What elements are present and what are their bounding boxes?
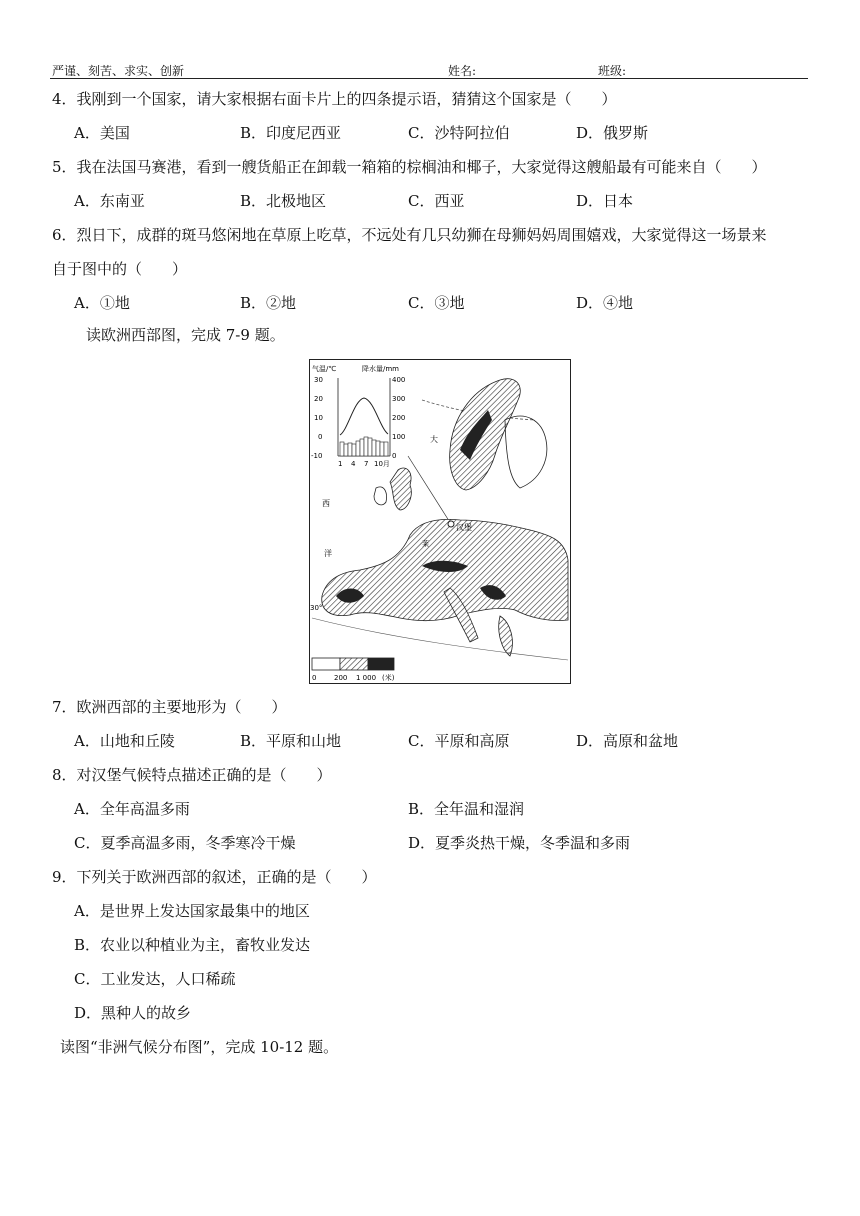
name-label: 姓名: xyxy=(448,64,477,78)
q4-option-b: B．印度尼西亚 xyxy=(240,124,342,142)
q6-option-a: A．①地 xyxy=(74,294,130,312)
question-6-stem-line1: 6．烈日下，成群的斑马悠闲地在草原上吃草，不远处有几只幼狮在母狮妈妈周围嬉戏，大家觉得这一场景来 xyxy=(52,226,767,244)
q8-option-b: B．全年温和湿润 xyxy=(408,800,525,818)
map-label-xi: 西 xyxy=(322,499,330,508)
month-tick-1: 1 xyxy=(338,460,343,468)
temp-tick-30: 30 xyxy=(314,376,323,384)
scandinavia-landmass xyxy=(450,379,521,490)
hamburg-marker xyxy=(448,521,454,527)
q8-option-c: C．夏季高温多雨，冬季寒冷干燥 xyxy=(74,834,296,852)
school-motto: 严谨、刻苦、求实、创新 xyxy=(52,64,185,78)
temp-tick-minus10: -10 xyxy=(311,452,323,460)
q4-option-c: C．沙特阿拉伯 xyxy=(408,124,510,142)
q5-option-b: B．北极地区 xyxy=(240,192,327,210)
q5-option-c: C．西亚 xyxy=(408,192,465,210)
temp-tick-0: 0 xyxy=(318,433,323,441)
question-7-stem: 7．欧洲西部的主要地形为（ ） xyxy=(52,698,287,716)
legend-tick-0: 0 xyxy=(312,674,317,682)
hamburg-label: 汉堡 xyxy=(456,523,472,532)
precip-tick-400: 400 xyxy=(392,376,406,384)
q8-option-a: A．全年高温多雨 xyxy=(74,800,190,818)
map-label-lai: 莱 xyxy=(422,540,429,548)
question-5-stem: 5．我在法国马赛港，看到一艘货船正在卸载一箱箱的棕榈油和椰子，大家觉得这艘船最有可能来自（ ） xyxy=(52,158,767,176)
temp-tick-10: 10 xyxy=(314,414,323,422)
page-header xyxy=(50,60,808,79)
q6-option-b: B．②地 xyxy=(240,294,297,312)
temp-tick-20: 20 xyxy=(314,395,323,403)
western-europe-map xyxy=(309,359,571,684)
q5-option-d: D．日本 xyxy=(576,192,634,210)
intro-questions-10-12: 读图“非洲气候分布图”，完成 10-12 题。 xyxy=(60,1038,339,1056)
hamburg-climate-chart xyxy=(311,364,405,468)
question-4-stem: 4．我刚到一个国家，请大家根据右面卡片上的四条提示语，猜猜这个国家是（ ） xyxy=(52,90,617,108)
q9-option-b: B．农业以种植业为主，畜牧业发达 xyxy=(74,936,311,954)
q8-option-d: D．夏季炎热干燥，冬季温和多雨 xyxy=(408,834,631,852)
precip-axis-label: 降水量/mm xyxy=(362,365,399,373)
legend-tick-1000: 1 000 xyxy=(356,674,377,682)
intro-questions-7-9: 读欧洲西部图，完成 7-9 题。 xyxy=(86,326,285,344)
q7-option-a: A．山地和丘陵 xyxy=(74,732,175,750)
q6-option-d: D．④地 xyxy=(576,294,634,312)
precip-tick-300: 300 xyxy=(392,395,406,403)
precip-tick-100: 100 xyxy=(392,433,406,441)
q7-option-c: C．平原和高原 xyxy=(408,732,510,750)
q9-option-d: D．黑种人的故乡 xyxy=(74,1004,192,1022)
q4-option-a: A．美国 xyxy=(74,124,130,142)
map-label-da: 大 xyxy=(430,435,438,444)
temp-axis-label: 气温/℃ xyxy=(312,365,337,373)
question-9-stem: 9．下列关于欧洲西部的叙述，正确的是（ ） xyxy=(52,868,377,886)
precip-tick-0: 0 xyxy=(392,452,397,460)
legend-unit: (米) xyxy=(382,674,395,682)
q7-option-b: B．平原和山地 xyxy=(240,732,342,750)
q9-option-a: A．是世界上发达国家最集中的地区 xyxy=(74,902,310,920)
great-britain-landmass xyxy=(390,468,411,510)
q5-option-a: A．东南亚 xyxy=(74,192,145,210)
q7-option-d: D．高原和盆地 xyxy=(576,732,679,750)
elevation-legend xyxy=(312,658,395,682)
q4-option-d: D．俄罗斯 xyxy=(576,124,649,142)
legend-tick-200: 200 xyxy=(334,674,348,682)
question-6-stem-line2: 自于图中的（ ） xyxy=(52,260,188,278)
class-label: 班级: xyxy=(598,64,627,78)
map-label-yang: 洋 xyxy=(324,549,332,558)
q6-option-c: C．③地 xyxy=(408,294,465,312)
q9-option-c: C．工业发达，人口稀疏 xyxy=(74,970,236,988)
precip-tick-200: 200 xyxy=(392,414,406,422)
month-tick-10: 10月 xyxy=(374,460,390,468)
month-tick-4: 4 xyxy=(351,460,356,468)
question-8-stem: 8．对汉堡气候特点描述正确的是（ ） xyxy=(52,766,332,784)
map-label-30deg: 30° xyxy=(310,604,323,612)
month-tick-7: 7 xyxy=(364,460,369,468)
